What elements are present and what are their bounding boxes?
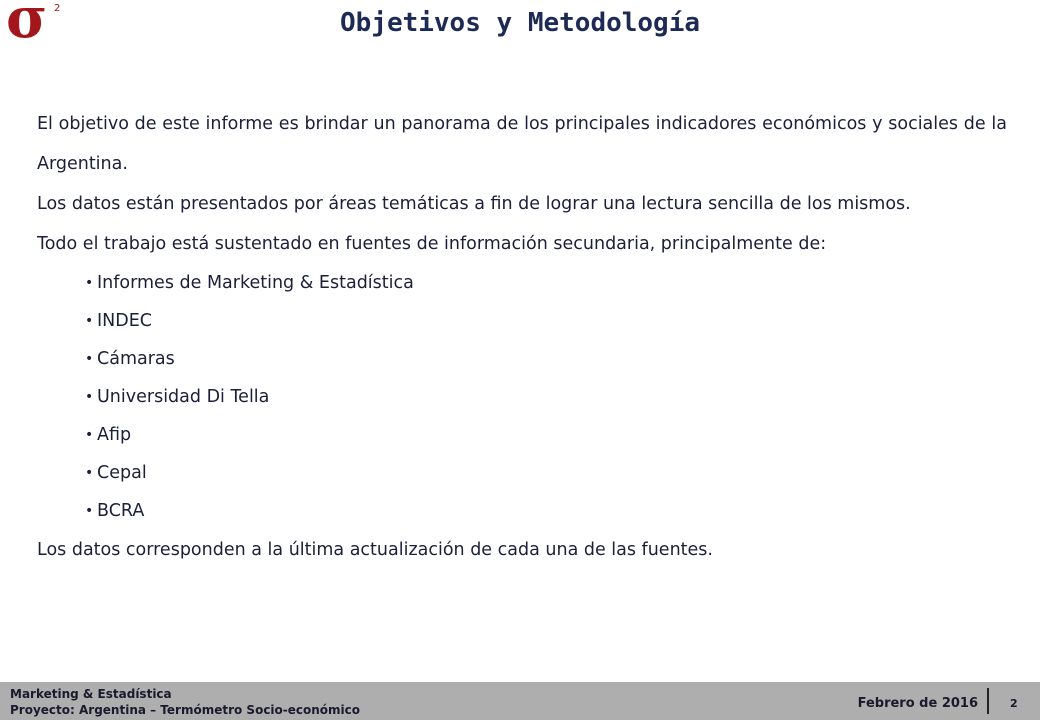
presentation-paragraph: Los datos están presentados por áreas temáticas a fin de lograr una lectura sencilla de los mismos. — [37, 194, 911, 214]
sources-list — [37, 264, 1007, 530]
footer-divider — [987, 688, 989, 714]
source-label: Cámaras — [97, 349, 175, 369]
update-paragraph: Los datos corresponden a la última actualización de cada una de las fuentes. — [37, 540, 713, 560]
list-item — [85, 454, 1007, 492]
source-label: Universidad Di Tella — [97, 387, 270, 407]
list-item — [85, 378, 1007, 416]
logo-superscript: 2 — [54, 3, 61, 14]
source-label: BCRA — [97, 501, 145, 521]
bullet-icon: • — [85, 465, 94, 481]
source-label: Afip — [97, 425, 132, 445]
list-item — [85, 492, 1007, 530]
list-item — [85, 340, 1007, 378]
bullet-icon: • — [85, 503, 94, 519]
slide-content — [37, 104, 1007, 570]
sigma-logo-icon: σ — [6, 0, 48, 51]
source-label: Informes de Marketing & Estadística — [97, 273, 414, 293]
list-item — [85, 302, 1007, 340]
source-label: Cepal — [97, 463, 147, 483]
footer-project: Proyecto: Argentina – Termómetro Socio-económico — [10, 703, 361, 717]
bullet-icon: • — [85, 313, 94, 329]
source-label: INDEC — [97, 311, 153, 331]
list-item — [85, 416, 1007, 454]
footer-company: Marketing & Estadística — [10, 687, 172, 701]
bullet-icon: • — [85, 351, 94, 367]
footer-date: Febrero de 2016 — [857, 696, 978, 711]
page-number: 2 — [1010, 697, 1018, 710]
slide-title: Objetivos y Metodología — [339, 8, 701, 38]
bullet-icon: • — [85, 275, 94, 291]
list-item — [85, 264, 1007, 302]
footer-info — [10, 686, 360, 718]
sources-intro-paragraph: Todo el trabajo está sustentado en fuentes de información secundaria, principalmente de: — [37, 234, 827, 254]
bullet-icon: • — [85, 427, 94, 443]
objective-paragraph: El objetivo de este informe es brindar un panorama de los principales indicadores económicos y sociales de la Argentina. — [37, 114, 1007, 174]
footer-bar — [0, 682, 1040, 720]
bullet-icon: • — [85, 389, 94, 405]
